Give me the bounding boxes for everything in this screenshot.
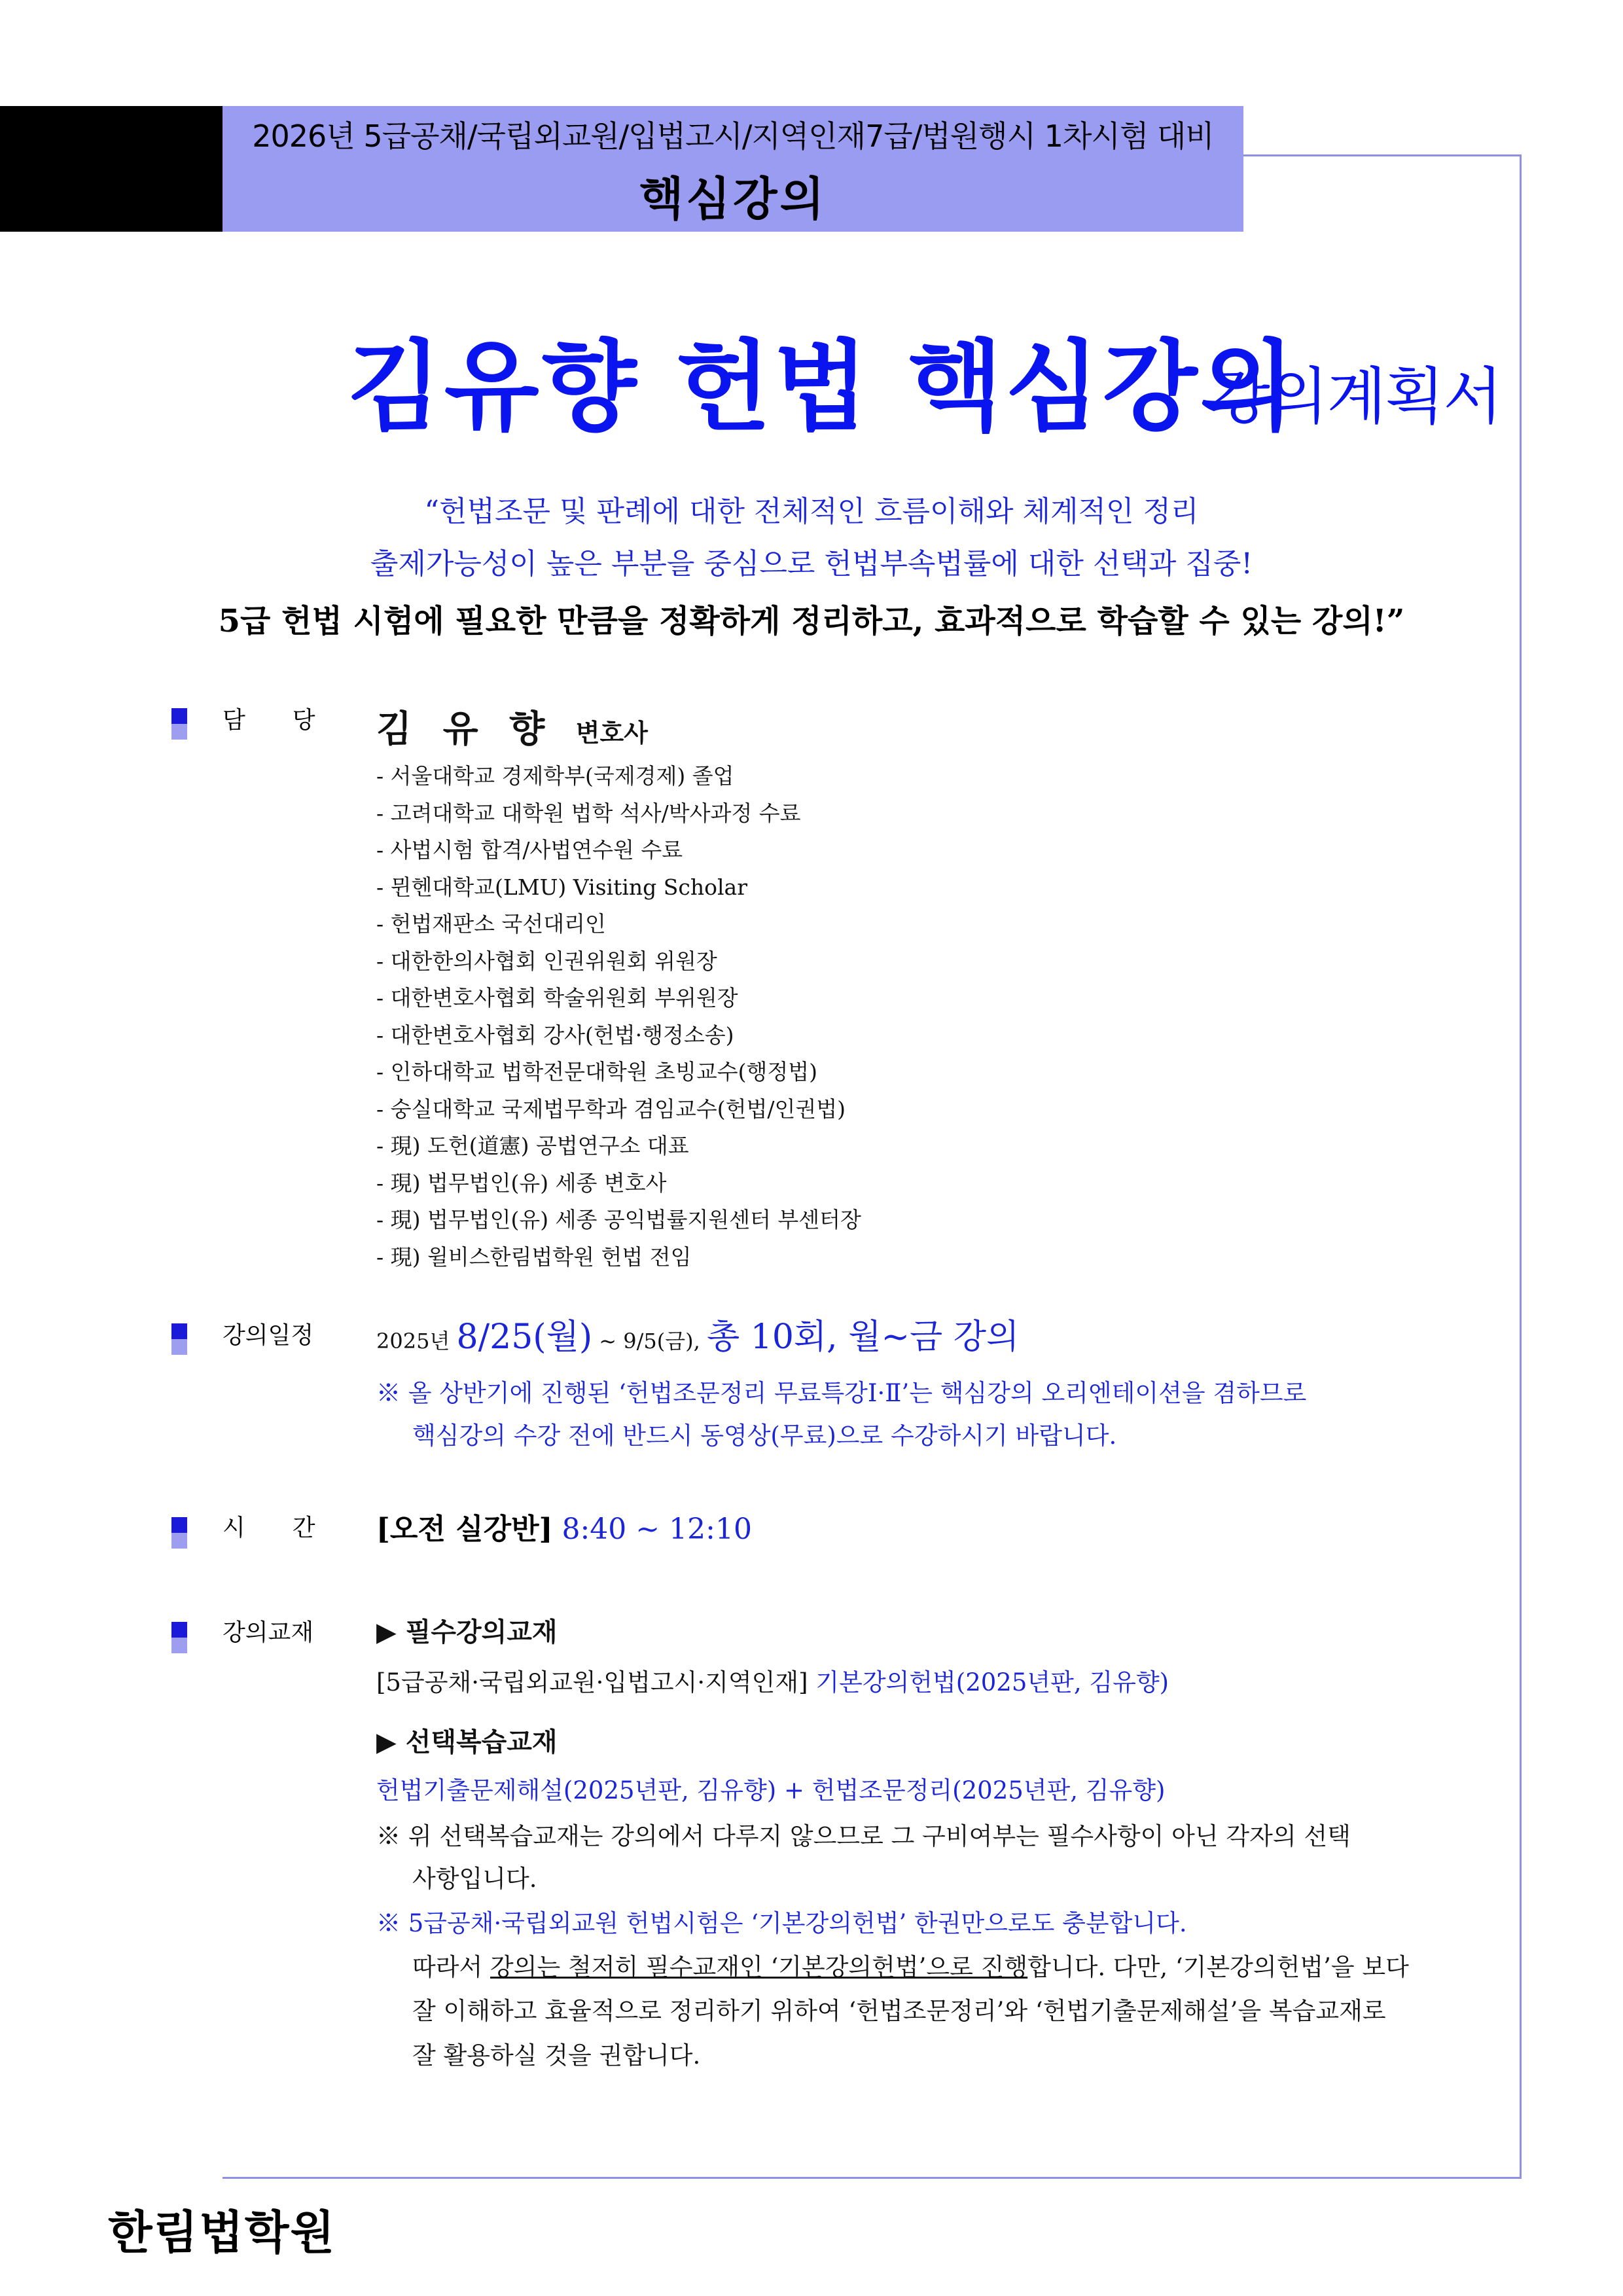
section-bullet-icon — [171, 708, 207, 726]
textbook-label: 강의교재 — [223, 1619, 314, 1646]
career-list — [376, 758, 861, 1276]
instructor-name-line — [376, 700, 648, 753]
career-item: - 대한변호사협회 강사(헌법·행정소송) — [376, 1022, 734, 1048]
section-bullet-icon — [171, 1517, 207, 1535]
schedule-line — [376, 1309, 1019, 1358]
quote-line-2: 출제가능성이 높은 부분을 중심으로 헌법부속법률에 대한 선택과 집중! — [370, 547, 1253, 581]
career-item: - 뮌헨대학교(LMU) Visiting Scholar — [376, 874, 747, 900]
required-book-title: 기본강의헌법(2025년판, 김유향) — [815, 1668, 1169, 1696]
schedule-year: 2025년 — [376, 1329, 450, 1354]
header-black-block — [0, 106, 223, 232]
page-title: 김유향 헌법 핵심강의 — [347, 331, 1298, 444]
textbook-note-3-underlined: 강의는 철저히 필수교재인 ‘기본강의헌법’으로 진행 — [490, 1953, 1028, 1981]
frame-border-top — [1243, 154, 1521, 156]
career-item: - 고려대학교 대학원 법학 석사/박사과정 수료 — [376, 800, 801, 826]
textbook-note-4: 잘 이해하고 효율적으로 정리하기 위하여 ‘헌법조문정리’와 ‘헌법기출문제해설’을 복습교재로 — [412, 1997, 1386, 2025]
career-item: - 現) 법무법인(유) 세종 공익법률지원센터 부센터장 — [376, 1207, 861, 1232]
career-item: - 現) 윌비스한림법학원 헌법 전임 — [376, 1244, 692, 1270]
frame-border-bottom — [223, 2177, 1522, 2179]
career-item: - 現) 도헌(道憲) 공법연구소 대표 — [376, 1133, 689, 1158]
career-item: - 대한변호사협회 학술위원회 부위원장 — [376, 985, 738, 1011]
career-item: - 서울대학교 경제학부(국제경제) 졸업 — [376, 763, 734, 789]
optional-book-heading: ▶ 선택복습교재 — [376, 1727, 558, 1757]
time-hours: 8:40 ~ 12:10 — [562, 1513, 752, 1546]
career-item: - 대한한의사협회 인권위원회 위원장 — [376, 948, 717, 974]
career-item: - 헌법재판소 국선대리인 — [376, 911, 606, 937]
required-book-prefix: [5급공채·국립외교원·입법고시·지역인재] — [376, 1668, 808, 1696]
quote-line-1: “헌법조문 및 판례에 대한 전체적인 흐름이해와 체계적인 정리 — [424, 495, 1199, 528]
section-bullet-icon — [171, 1323, 207, 1342]
frame-border-right — [1520, 154, 1522, 2178]
textbook-note-1a: ※ 위 선택복습교재는 강의에서 다루지 않으므로 그 구비여부는 필수사항이 아닌 각자의 선택 — [376, 1822, 1351, 1850]
header-course-type: 핵심강의 — [639, 172, 827, 226]
instructor-name: 김 유 향 — [376, 708, 554, 751]
time-line — [376, 1505, 752, 1547]
instructor-label: 담 당 — [223, 707, 315, 734]
schedule-label: 강의일정 — [223, 1322, 314, 1349]
textbook-note-2: ※ 5급공채·국립외교원 헌법시험은 ‘기본강의헌법’ 한권만으로도 충분합니다. — [376, 1909, 1187, 1937]
quote-line-3: 5급 헌법 시험에 필요한 만큼을 정확하게 정리하고, 효과적으로 학습할 수 있는 강의!” — [218, 603, 1405, 639]
schedule-note-2: 핵심강의 수강 전에 반드시 동영상(무료)으로 수강하시기 바랍니다. — [412, 1422, 1117, 1450]
section-bullet-icon — [171, 1622, 207, 1640]
required-book-line — [376, 1662, 1169, 1698]
career-item: - 인하대학교 법학전문대학원 초빙교수(행정법) — [376, 1059, 818, 1085]
textbook-note-3 — [412, 1947, 1409, 1982]
schedule-note-1: ※ 올 상반기에 진행된 ‘헌법조문정리 무료특강Ⅰ·Ⅱ’는 핵심강의 오리엔테이션을 겸하므로 — [376, 1379, 1307, 1407]
textbook-note-5: 잘 활용하실 것을 권합니다. — [412, 2041, 701, 2070]
schedule-summary: 총 10회, 월~금 강의 — [707, 1318, 1020, 1357]
required-book-heading: ▶ 필수강의교재 — [376, 1617, 558, 1647]
page-subtitle: 강의계획서 — [1211, 361, 1502, 433]
academy-logo: 한림법학원 — [108, 2206, 336, 2259]
schedule-end: 9/5(금), — [623, 1329, 700, 1354]
textbook-note-3-post: 합니다. 다만, ‘기본강의헌법’을 보다 — [1027, 1953, 1409, 1981]
optional-book-titles: 헌법기출문제해설(2025년판, 김유향) + 헌법조문정리(2025년판, 김유향) — [376, 1776, 1166, 1804]
textbook-note-1b: 사항입니다. — [412, 1865, 537, 1893]
schedule-start: 8/25(월) — [456, 1318, 593, 1357]
header-exam-line: 2026년 5급공채/국립외교원/입법고시/지역인재7급/법원행시 1차시험 대비 — [252, 118, 1214, 154]
instructor-title: 변호사 — [575, 718, 648, 747]
time-label: 시 간 — [223, 1515, 315, 1541]
textbook-note-3-pre: 따라서 — [412, 1953, 490, 1981]
career-item: - 숭실대학교 국제법무학과 겸임교수(헌법/인권법) — [376, 1096, 846, 1122]
schedule-tilde: ~ — [599, 1329, 617, 1354]
time-class: [오전 실강반] — [376, 1513, 553, 1546]
career-item: - 現) 법무법인(유) 세종 변호사 — [376, 1170, 667, 1196]
career-item: - 사법시험 합격/사법연수원 수료 — [376, 837, 683, 863]
